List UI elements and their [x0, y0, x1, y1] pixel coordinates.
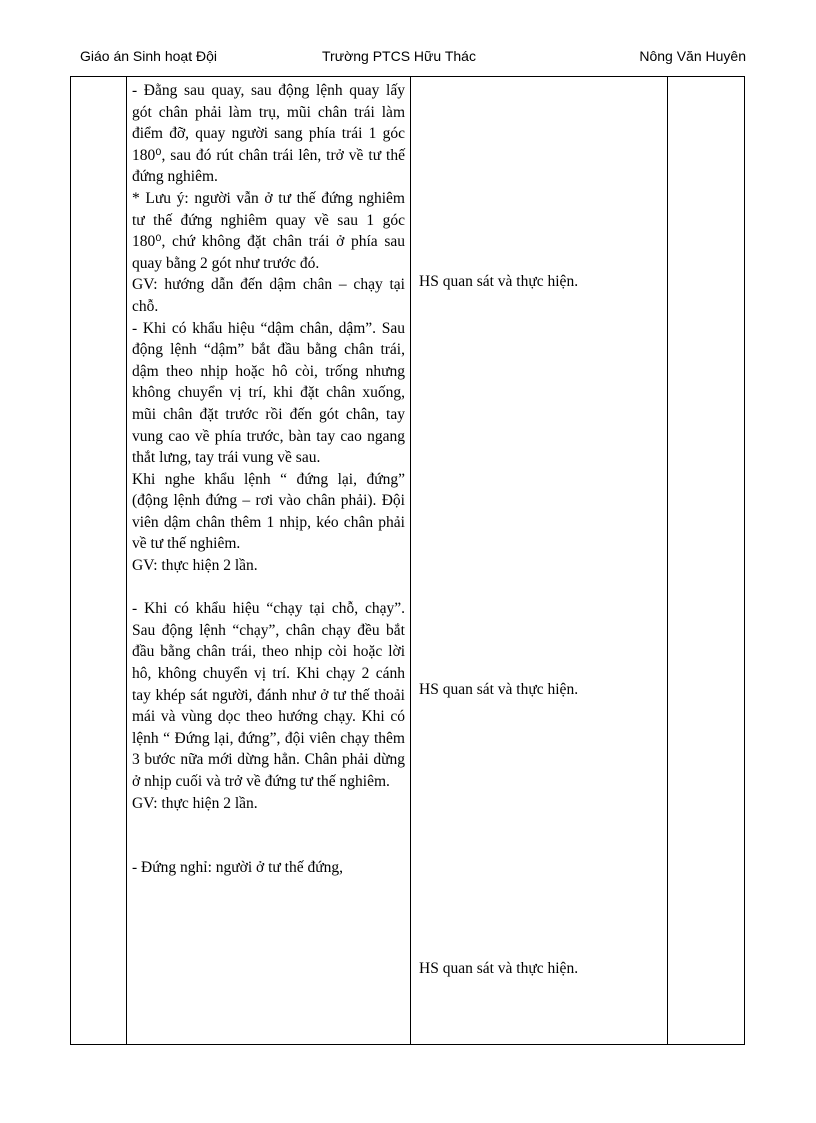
lesson-table: [70, 76, 745, 1045]
paragraph-about-face: - Đằng sau quay, sau động lệnh quay lấy gót chân phải làm trụ, mũi chân trái làm điểm đỡ, quay người sang phía trái 1 góc 180⁰, sau đó rút chân trái lên, trở về tư thế đứng nghiêm.: [132, 82, 405, 186]
header-left: Giáo án Sinh hoạt Đội: [80, 48, 217, 64]
paragraph-run-in-place: - Khi có khẩu hiệu “chạy tại chỗ, chạy”. Sau động lệnh “chạy”, chân chạy đều bắt đầu bằng chân trái, theo nhịp còi hoặc lời hô, không chuyển vị trí. Khi chạy 2 cánh tay khép sát người, đánh như ở tư thế thoải mái và vùng dọc theo hướng chạy. Khi có lệnh “ Đứng lại, đứng”, đội viên chạy thêm 3 bước nữa mới dừng hẳn. Chân phải dừng ở nhịp cuối và trở về đứng tư thế nghiêm.: [132, 600, 405, 790]
paragraph-note: * Lưu ý: người vẫn ở tư thế đứng nghiêm tư thế đứng nghiêm quay về sau 1 góc 180⁰, chứ không đặt chân trái ở phía sau quay bằng 2 gót như trước đó.: [132, 189, 405, 272]
header-center: Trường PTCS Hữu Thác: [322, 48, 476, 64]
paragraph-repeat-2: GV: thực hiện 2 lần.: [132, 794, 258, 812]
page-header: [0, 48, 816, 68]
table-divider-2: [410, 77, 411, 1044]
table-divider-1: [126, 77, 127, 1044]
student-activity-2: HS quan sát và thực hiện.: [419, 681, 579, 698]
spacer: [132, 814, 405, 857]
table-border-right: [744, 77, 745, 1044]
student-activity-3: HS quan sát và thực hiện.: [419, 960, 579, 977]
paragraph-at-ease: - Đứng nghỉ: người ở tư thế đứng,: [132, 859, 344, 877]
spacer: [132, 577, 405, 599]
table-border-left: [70, 77, 71, 1044]
header-right: Nông Văn Huyên: [639, 48, 746, 64]
table-divider-3: [667, 77, 668, 1044]
paragraph-guide: GV: hướng dẫn đến dậm chân – chạy tại chỗ.: [132, 276, 405, 315]
paragraph-halt: Khi nghe khẩu lệnh “ đứng lại, đứng” (động lệnh đứng – rơi vào chân phải). Đội viên dậm chân thêm 1 nhịp, kéo chân phải về tư thế nghiêm.: [132, 470, 405, 553]
teacher-activity-column: [132, 80, 405, 879]
paragraph-repeat-1: GV: thực hiện 2 lần.: [132, 557, 258, 575]
student-activity-1: HS quan sát và thực hiện.: [419, 273, 579, 290]
paragraph-mark-time: - Khi có khẩu hiệu “dậm chân, dậm”. Sau động lệnh “dậm” bắt đầu bằng chân trái, dậm theo nhịp hoặc hô còi, trống nhưng không chuyển vị trí, khi đặt chân xuống, mũi chân đặt trước rồi đến gót chân, tay vung cao về phía trước, bàn tay cao ngang thắt lưng, tay trái vung về sau.: [132, 319, 405, 467]
